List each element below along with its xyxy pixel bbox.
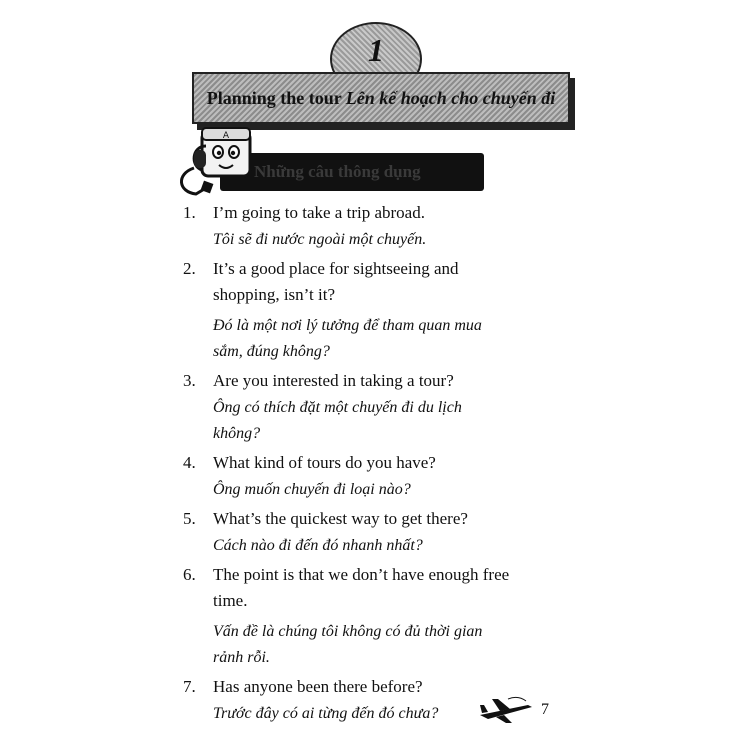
item-number: 1. (183, 203, 196, 222)
chapter-number: 1 (368, 32, 384, 68)
vietnamese-translation-continued: rảnh rỗi. (213, 649, 270, 666)
item-number: 7. (183, 677, 196, 696)
vietnamese-translation: Cách nào đi đến đó nhanh nhất? (213, 537, 423, 554)
vietnamese-translation: Ông có thích đặt một chuyến đi du lịch (213, 399, 462, 416)
english-phrase: Are you interested in taking a tour? (213, 371, 454, 390)
english-phrase-continued: shopping, isn’t it? (213, 285, 335, 304)
english-phrase: Has anyone been there before? (213, 677, 423, 696)
vietnamese-translation: Vấn đề là chúng tôi không có đủ thời gian (213, 623, 483, 640)
vietnamese-translation-continued: không? (213, 425, 261, 442)
robot-mascot-icon (172, 122, 262, 204)
item-number: 3. (183, 371, 196, 390)
list-item (183, 368, 563, 446)
english-phrase: The point is that we don’t have enough free (213, 565, 510, 584)
item-number: 4. (183, 453, 196, 472)
item-number: 5. (183, 509, 196, 528)
english-phrase: I’m going to take a trip abroad. (213, 203, 425, 222)
chapter-title-banner (192, 72, 570, 124)
english-phrase: It’s a good place for sightseeing and (213, 259, 459, 278)
list-item (183, 200, 563, 252)
english-phrase: What kind of tours do you have? (213, 453, 436, 472)
list-item (183, 506, 563, 558)
english-phrase: What’s the quickest way to get there? (213, 509, 468, 528)
vietnamese-translation-continued: sắm, đúng không? (213, 343, 330, 360)
page-number: 7 (541, 701, 549, 718)
list-item (183, 256, 563, 364)
chapter-title-vietnamese: Lên kế hoạch cho chuyến đi (345, 87, 556, 108)
vietnamese-translation: Tôi sẽ đi nước ngoài một chuyến. (213, 231, 427, 248)
phrase-list (183, 200, 563, 730)
airplane-icon (478, 693, 534, 725)
item-number: 6. (183, 565, 196, 584)
list-item (183, 562, 563, 670)
chapter-title-english: Planning the tour (206, 87, 342, 108)
list-item (183, 450, 563, 502)
vietnamese-translation: Ông muốn chuyến đi loại nào? (213, 481, 411, 498)
item-number: 2. (183, 259, 196, 278)
vietnamese-translation: Trước đây có ai từng đến đó chưa? (213, 705, 439, 722)
svg-text:A: A (222, 131, 230, 141)
vietnamese-translation: Đó là một nơi lý tưởng để tham quan mua (213, 317, 482, 334)
section-label: Những câu thông dụng (254, 162, 421, 181)
english-phrase-continued: time. (213, 591, 248, 610)
